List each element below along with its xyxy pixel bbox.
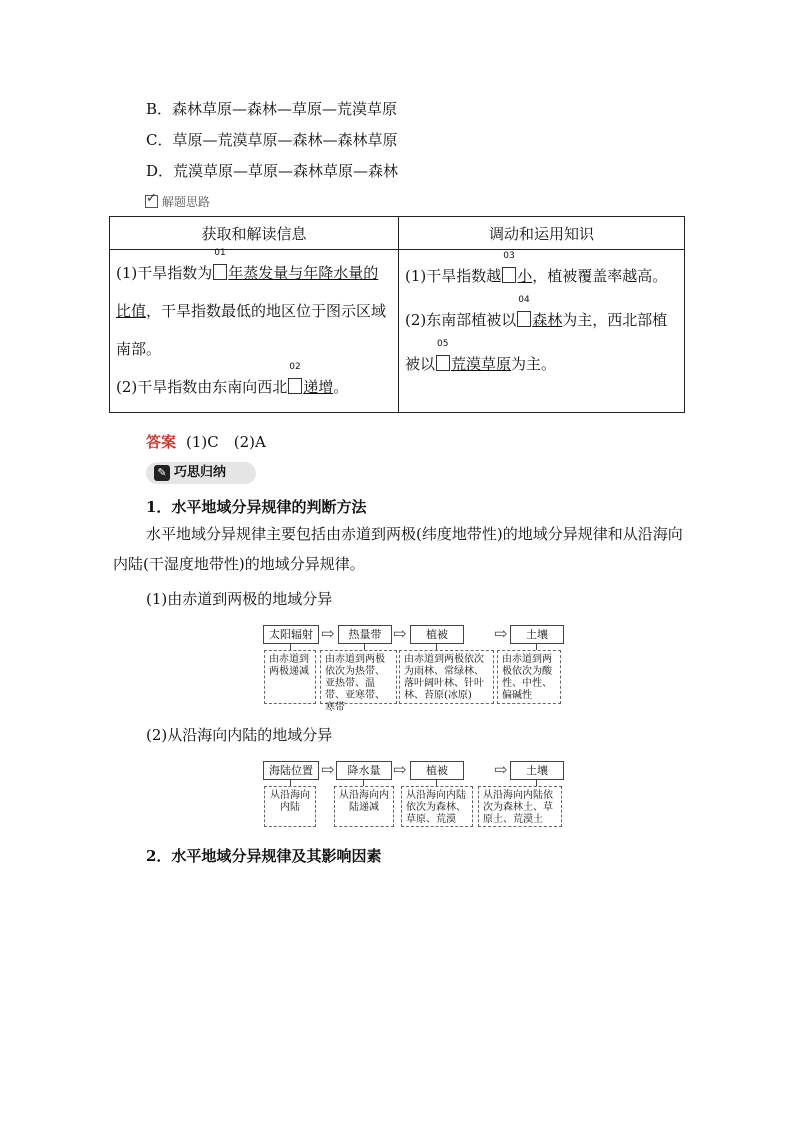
right-p2-tail: 为主。 xyxy=(511,355,557,373)
diagram1-head-3: 土壤 xyxy=(510,625,564,644)
table-header-left: 获取和解读信息 xyxy=(110,217,399,250)
right-p1-answer: 小 xyxy=(517,267,533,285)
diagram1-head-2: 植被 xyxy=(410,625,464,644)
right-p2-mid: 为主，西北部植被以 xyxy=(405,311,668,373)
blank-number: 02 xyxy=(289,362,301,372)
section1-sub1: (1)由赤道到两极的地域分异 xyxy=(146,590,333,608)
analysis-table xyxy=(109,216,685,413)
diagram1-detail-3: 由赤道到两极依次为酸性、中性、偏碱性 xyxy=(497,650,561,704)
left-p2-tail: 。 xyxy=(333,378,349,396)
blank-box xyxy=(502,251,516,283)
blank-box xyxy=(517,295,531,327)
pen-icon: ✎ xyxy=(154,465,170,481)
right-p2-text: (2)东南部植被以 xyxy=(405,311,517,329)
answer-label: 答案 xyxy=(146,433,177,451)
left-p2-answer: 递增 xyxy=(303,378,334,396)
arrow-right-icon: ⇨ xyxy=(494,624,508,643)
section2-heading: 2．水平地域分异规律及其影响因素 xyxy=(146,847,382,865)
diagram1-detail-1: 由赤道到两极依次为热带、亚热带、温带、亚寒带、寒带 xyxy=(320,650,397,704)
right-p2-answer: 森林 xyxy=(532,311,563,329)
option-d: D．荒漠草原—草原—森林草原—森林 xyxy=(146,162,399,180)
right-p1-tail: ，植被覆盖率越高。 xyxy=(532,267,668,285)
option-b: B．森林草原—森林—草原—荒漠草原 xyxy=(146,100,398,118)
diagram2-detail-1: 从沿海向内陆递减 xyxy=(334,786,394,827)
diagram2-head-2: 植被 xyxy=(410,761,464,780)
right-p2-answer2: 荒漠草原 xyxy=(451,355,512,373)
diagram2-detail-3: 从沿海向内陆依次为森林土、草原土、荒漠土 xyxy=(478,786,562,827)
answer-text: (1)C (2)A xyxy=(186,433,266,451)
arrow-right-icon: ⇨ xyxy=(494,760,508,779)
blank-box xyxy=(436,339,450,371)
blank-number: 04 xyxy=(518,295,530,305)
answer-line xyxy=(146,431,266,452)
left-p1-answer: 年蒸发量与年降水量的比值 xyxy=(116,264,379,320)
table-header-right: 调动和运用知识 xyxy=(399,217,685,250)
summary-tag xyxy=(146,462,256,484)
blank-number: 03 xyxy=(503,251,515,261)
left-p1-tail: ，干旱指数最低的地区位于图示区域南部。 xyxy=(116,302,387,358)
left-p2-text: (2)干旱指数由东南向西北 xyxy=(116,378,288,396)
section1-heading: 1．水平地域分异规律的判断方法 xyxy=(146,498,367,516)
arrow-right-icon: ⇨ xyxy=(393,624,407,643)
diagram1-detail-2: 由赤道到两极依次为雨林、常绿林、落叶阔叶林、针叶林、苔原(冰原) xyxy=(399,650,494,704)
hint-text: 解题思路 xyxy=(162,195,211,209)
diagram1-head-1: 热量带 xyxy=(338,625,392,644)
blank-box xyxy=(288,362,302,394)
diagram2-head-3: 土壤 xyxy=(510,761,564,780)
arrow-right-icon: ⇨ xyxy=(393,760,407,779)
diagram2-detail-0: 从沿海向内陆 xyxy=(264,786,316,827)
blank-box xyxy=(213,248,227,280)
left-p1-text: (1)干旱指数为 xyxy=(116,264,213,282)
diagram1-detail-0: 由赤道到两极递减 xyxy=(264,650,316,704)
arrow-right-icon: ⇨ xyxy=(321,760,335,779)
right-p1-text: (1)干旱指数越 xyxy=(405,267,502,285)
option-c: C．草原—荒漠草原—森林—森林草原 xyxy=(146,131,398,149)
solution-hint-label xyxy=(145,193,210,210)
diagram2-detail-2: 从沿海向内陆依次为森林、草原、荒漠 xyxy=(401,786,473,827)
section1-paragraph: 水平地域分异规律主要包括由赤道到两极(纬度地带性)的地域分异规律和从沿海向内陆(干湿度地带性)的地域分异规律。 xyxy=(113,525,683,573)
blank-number: 05 xyxy=(437,339,449,349)
arrow-right-icon: ⇨ xyxy=(321,624,335,643)
section1-sub2: (2)从沿海向内陆的地域分异 xyxy=(146,726,333,744)
table-cell-right xyxy=(399,250,685,413)
blank-number: 01 xyxy=(214,248,226,258)
diagram2-head-1: 降水量 xyxy=(336,761,392,780)
diagram2-head-0: 海陆位置 xyxy=(263,761,319,780)
diagram1-head-0: 太阳辐射 xyxy=(263,625,319,644)
table-cell-left xyxy=(110,250,399,413)
summary-tag-label: 巧思归纳 xyxy=(174,465,227,480)
checkbox-icon xyxy=(145,195,158,208)
